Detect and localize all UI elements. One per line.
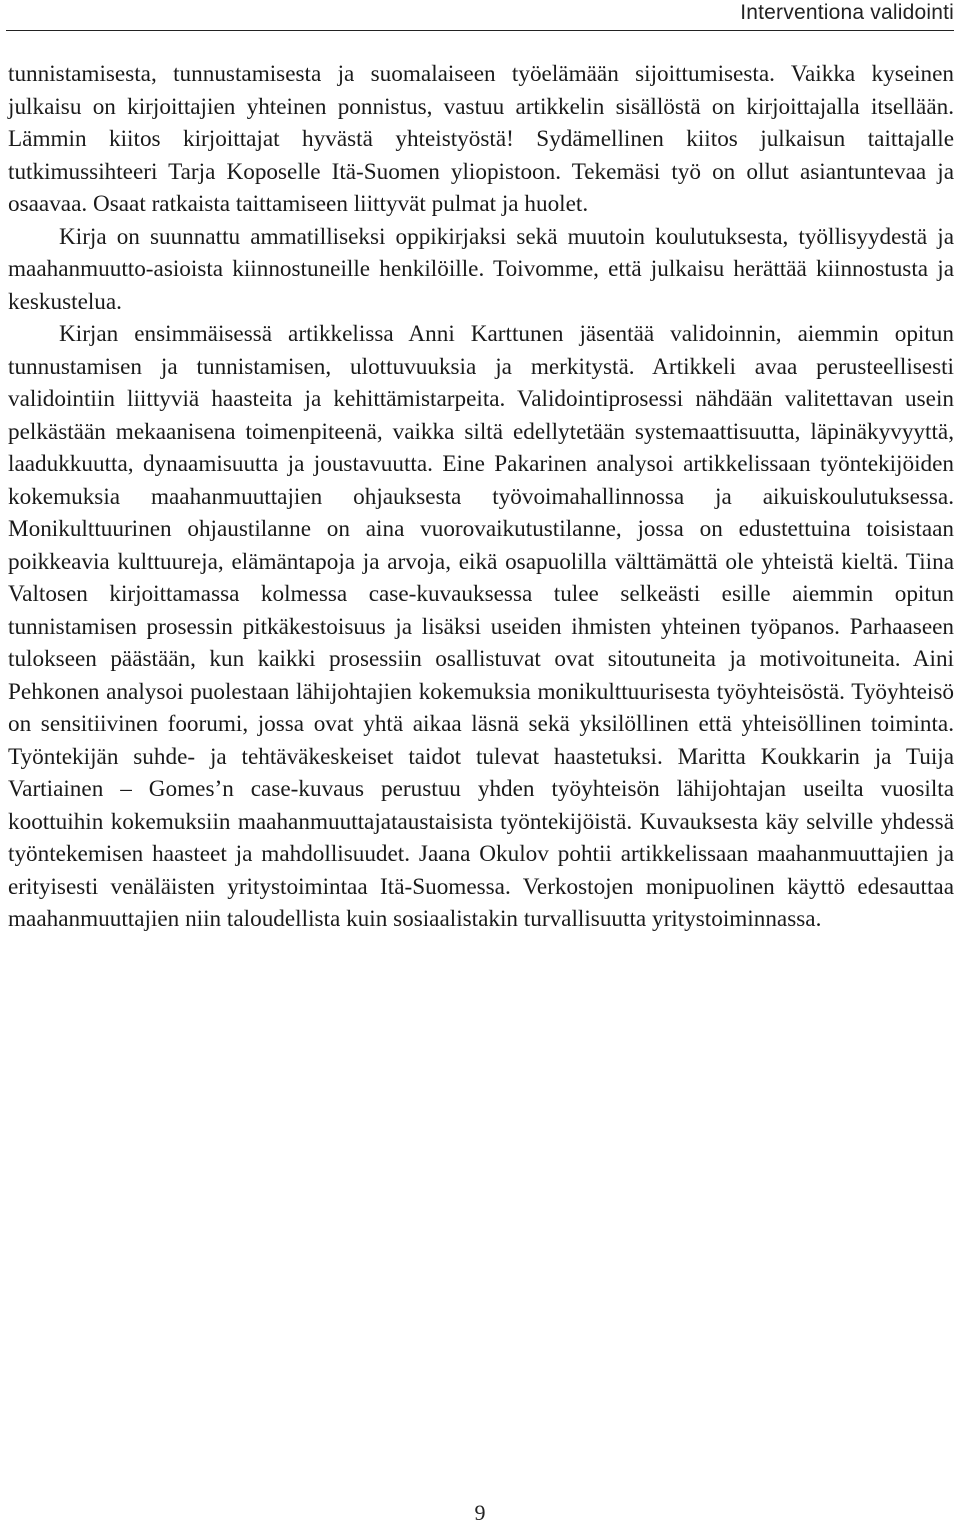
paragraph-audience: Kirja on suunnattu ammatilliseksi oppikirjaksi sekä muutoin koulutuksesta, työllisyydestä ja maahanmuutto-asioista kiinnostuneille henkilöille. Toivomme, että julkaisu herättää kiinnostusta ja keskustelua. (8, 223, 954, 315)
page-number: 9 (474, 1500, 486, 1525)
paragraph-acknowledgements: tunnistamisesta, tunnustamisesta ja suomalaiseen työelämään sijoittumisesta. Vaikka kyseinen julkaisu on kirjoittajien yhteinen ponnistus, vastuu artikkelin sisällöstä on kirjoittajalla itsellään. Lämmin kiitos kirjoittajat hyvästä yhteistyöstä! Sydämellinen kiitos julkaisun taittajalle tutkimussihteeri Tarja Koposelle Itä-Suomen yliopistoon. Tekemäsi työ on ollut asiantuntevaa ja osaavaa. Osaat ratkaista taittamiseen liittyvät pulmat ja huolet. (8, 61, 954, 217)
header-rule (6, 30, 954, 31)
running-header-title: Interventiona validointi (740, 1, 954, 24)
paragraph-article-summaries: Kirjan ensimmäisessä artikkelissa Anni Karttunen jäsentää validoinnin, aiemmin opitun tunnustamisen ja tunnistamisen, ulottuvuuksia ja merkitystä. Artikkeli avaa perusteellisesti validointiin liittyviä haasteita ja kehittämistarpeita. Validointiprosessi nähdään valitettavan usein pelkästään mekaanisena toimenpiteenä, vaikka siltä edellytetään systemaattisuutta, läpinäkyvyyttä, laadukkuutta, dynaamisuutta ja joustavuutta. Eine Pakarinen analysoi artikkelissaan työntekijöiden kokemuksia maahanmuuttajien ohjauksesta työvoimahallinnossa ja aikuiskoulutuksessa. Monikulttuurinen ohjaustilanne on aina vuorovaikutustilanne, jossa on edustettuina toisistaan poikkeavia kulttuureja, elämäntapoja ja arvoja, eikä osapuolilla välttämättä ole yhteistä kieltä. Tiina Valtosen kirjoittamassa kolmessa case-kuvauksessa tulee selkeästi esille aiemmin opitun tunnistamisen prosessin pitkäkestoisuus ja lisäksi useiden ihmisten yhteinen työpanos. Parhaaseen tulokseen päästään, kun kaikki prosessiin osallistuvat ovat sitoutuneita ja motivoituneita. Aini Pehkonen analysoi puolestaan lähijohtajien kokemuksia monikulttuurisesta työyhteisöstä. Työyhteisö on sensitiivinen foorumi, jossa ovat yhtä aikaa läsnä sekä yksilöllinen että yhteisöllinen toiminta. Työntekijän suhde- ja tehtäväkeskeiset taidot tulevat haastetuksi. Maritta Koukkarin ja Tuija Vartiainen – Gomes’n case-kuvaus perustuu yhden työyhteisön lähijohtajan useilta vuosilta koottuihin kokemuksiin maahanmuuttajataustaisista työntekijöistä. Kuvauksesta käy selville yhdessä työntekemisen haasteet ja mahdollisuudet. Jaana Okulov pohtii artikkelissaan maahanmuuttajien ja erityisesti venäläisten yritystoimintaa Itä-Suomessa. Verkostojen monipuolinen käyttö edesauttaa maahanmuuttajien niin taloudellista kuin sosiaalistakin turvallisuutta yritystoiminnassa. (8, 321, 954, 932)
body-text (8, 58, 954, 936)
